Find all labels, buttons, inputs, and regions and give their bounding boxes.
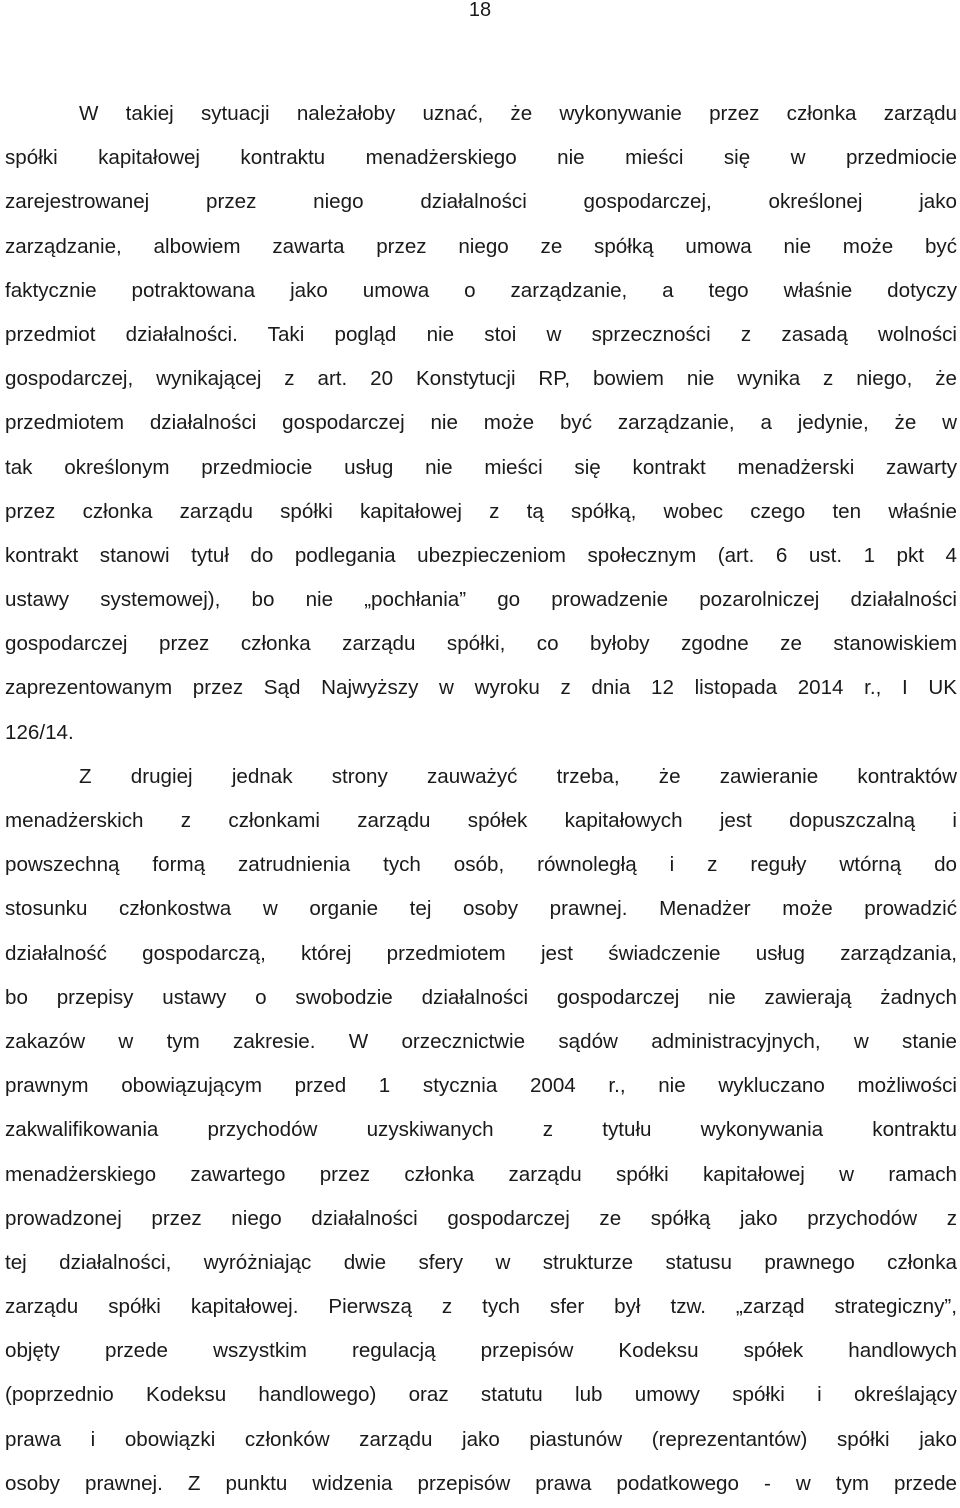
- text-line: objęty przede wszystkim regulacją przepisów Kodeksu spółek handlowych: [5, 1339, 957, 1363]
- text-line: ustawy systemowej), bo nie „pochłania” go prowadzenie pozarolniczej działalności: [5, 588, 957, 612]
- text-line: zakazów w tym zakresie. W orzecznictwie sądów administracyjnych, w stanie: [5, 1029, 957, 1053]
- text-line: zarządzanie, albowiem zawarta przez niego ze spółką umowa nie może być: [5, 234, 957, 258]
- text-line: zarejestrowanej przez niego działalności gospodarczej, określonej jako: [5, 190, 957, 214]
- text-line: spółki kapitałowej kontraktu menadżerskiego nie mieści się w przedmiocie: [5, 146, 957, 170]
- text-line: działalność gospodarczą, której przedmiotem jest świadczenie usług zarządzania,: [5, 941, 957, 965]
- text-line: menadżerskich z członkami zarządu spółek kapitałowych jest dopuszczalną i: [5, 809, 957, 832]
- text-line: kontrakt stanowi tytuł do podlegania ubezpieczeniom społecznym (art. 6 ust. 1 pkt 4: [5, 543, 957, 567]
- text-line: gospodarczej, wynikającej z art. 20 Konstytucji RP, bowiem nie wynika z niego, że: [5, 367, 957, 391]
- text-line: osoby prawnej. Z punktu widzenia przepisów prawa podatkowego - w tym przede: [5, 1471, 957, 1495]
- text-line: przez członka zarządu spółki kapitałowej z tą spółką, wobec czego ten właśnie: [5, 499, 957, 523]
- text-line: bo przepisy ustawy o swobodzie działalności gospodarczej nie zawierają żadnych: [5, 985, 957, 1009]
- text-line: (poprzednio Kodeksu handlowego) oraz statutu lub umowy spółki i określający: [5, 1383, 957, 1407]
- text-line: menadżerskiego zawartego przez członka zarządu spółki kapitałowej w ramach: [5, 1162, 957, 1186]
- text-line: Z drugiej jednak strony zauważyć trzeba, że zawieranie kontraktów: [79, 764, 957, 788]
- text-line: tak określonym przedmiocie usług nie mieści się kontrakt menadżerski zawarty: [5, 455, 957, 479]
- text-line: przedmiot działalności. Taki pogląd nie stoi w sprzeczności z zasadą wolności: [5, 322, 957, 346]
- text-line: prawa i obowiązki członków zarządu jako piastunów (reprezentantów) spółki jako: [5, 1427, 957, 1451]
- text-line: zakwalifikowania przychodów uzyskiwanych z tytułu wykonywania kontraktu: [5, 1118, 957, 1142]
- text-line: tej działalności, wyróżniając dwie sfery w strukturze statusu prawnego członka: [5, 1250, 957, 1274]
- text-line: przedmiotem działalności gospodarczej nie może być zarządzanie, a jedynie, że w: [5, 411, 957, 435]
- text-line: faktycznie potraktowana jako umowa o zarządzanie, a tego właśnie dotyczy: [5, 278, 957, 302]
- text-line: powszechną formą zatrudnienia tych osób, równoległą i z reguły wtórną do: [5, 853, 957, 877]
- text-line: prawnym obowiązującym przed 1 stycznia 2004 r., nie wykluczano możliwości: [5, 1074, 957, 1098]
- page-number: 18: [468, 0, 492, 21]
- text-line: 126/14.: [5, 720, 74, 744]
- text-line: W takiej sytuacji należałoby uznać, że wykonywanie przez członka zarządu: [79, 102, 957, 125]
- text-line: zaprezentowanym przez Sąd Najwyższy w wyroku z dnia 12 listopada 2014 r., I UK: [5, 676, 957, 700]
- text-line: gospodarczej przez członka zarządu spółki, co byłoby zgodne ze stanowiskiem: [5, 632, 957, 656]
- document-body: [5, 92, 957, 1506]
- paragraph-2: [5, 755, 957, 1506]
- paragraph-1: [5, 92, 957, 755]
- text-line: prowadzonej przez niego działalności gospodarczej ze spółką jako przychodów z: [5, 1206, 957, 1230]
- text-line: zarządu spółki kapitałowej. Pierwszą z tych sfer był tzw. „zarząd strategiczny”,: [5, 1295, 957, 1319]
- text-line: stosunku członkostwa w organie tej osoby prawnej. Menadżer może prowadzić: [5, 897, 957, 921]
